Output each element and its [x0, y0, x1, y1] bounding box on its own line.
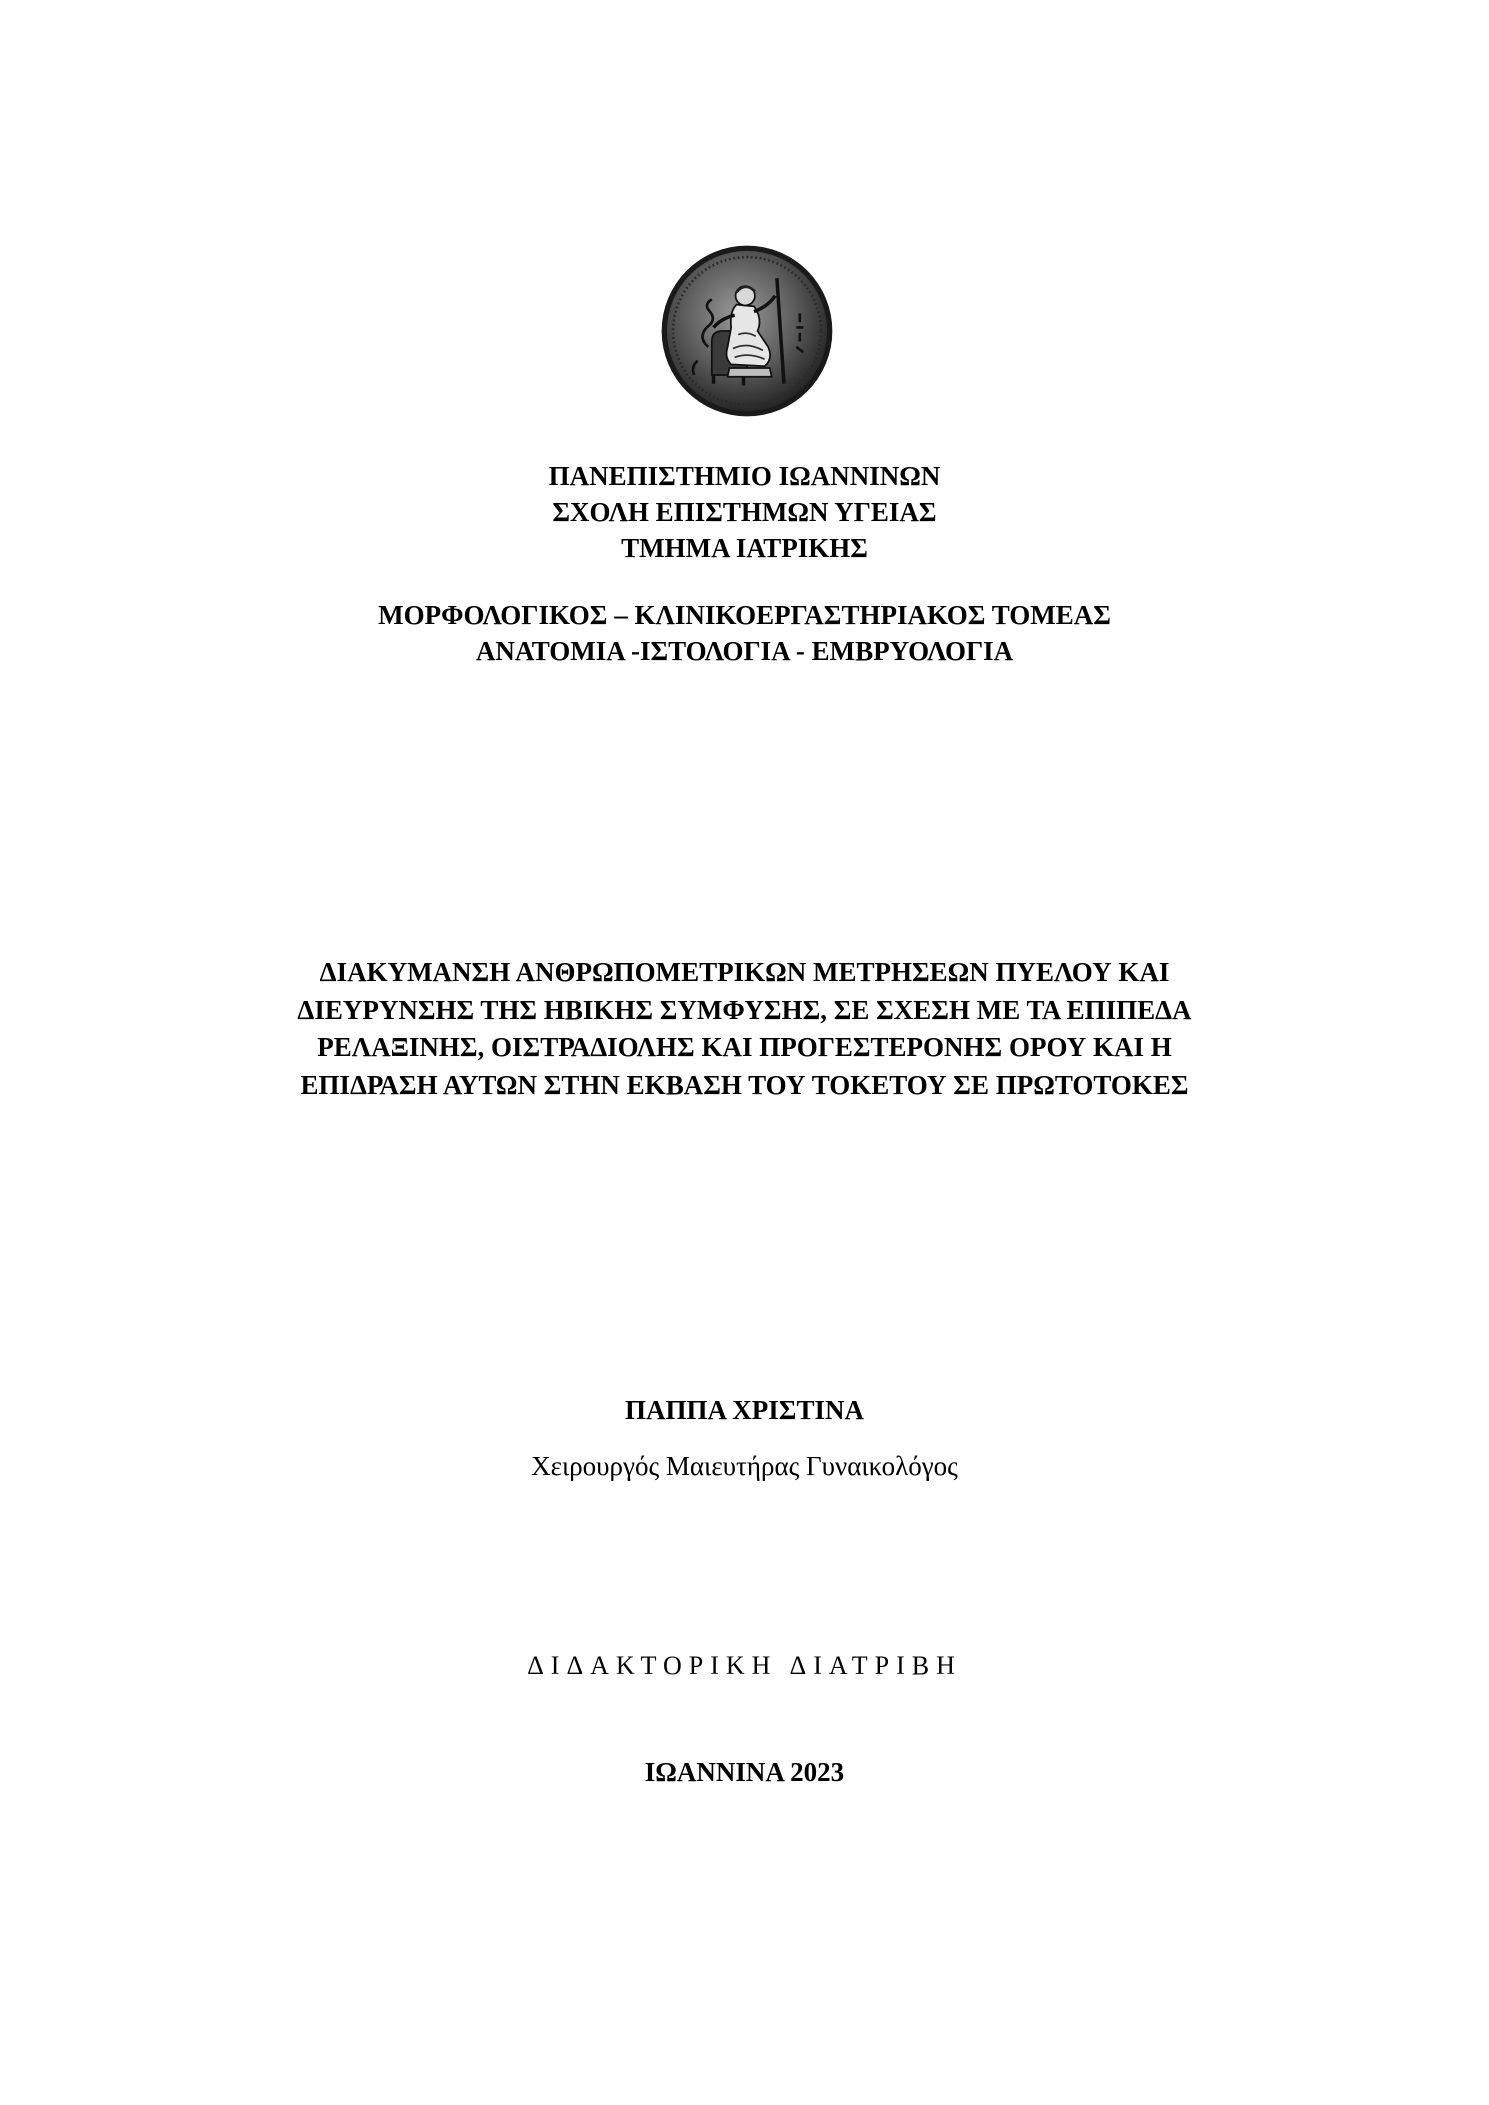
thesis-title-line: ΡΕΛΑΞΙΝΗΣ, ΟΙΣΤΡΑΔΙΟΛΗΣ ΚΑΙ ΠΡΟΓΕΣΤΕΡΟΝΗΣ ΟΡΟΥ ΚΑΙ Η: [317, 1032, 1172, 1062]
laboratory-name: ΑΝΑΤΟΜΙΑ -ΙΣΤΟΛΟΓΙΑ - ΕΜΒΡΥΟΛΟΓΙΑ: [475, 636, 1014, 666]
department-name: ΤΜΗΜΑ ΙΑΤΡΙΚΗΣ: [621, 533, 868, 563]
university-seal-coin-icon: [659, 243, 835, 419]
thesis-title-line: ΕΠΙΔΡΑΣΗ ΑΥΤΩΝ ΣΤΗΝ ΕΚΒΑΣΗ ΤΟΥ ΤΟΚΕΤΟΥ ΣΕ ΠΡΩΤΟΤΟΚΕΣ: [300, 1069, 1189, 1100]
school-name: ΣΧΟΛΗ ΕΠΙΣΤΗΜΩΝ ΥΓΕΙΑΣ: [552, 497, 937, 527]
sector-heading: [0, 597, 1489, 669]
university-name: ΠΑΝΕΠΙΣΤΗΜΙΟ ΙΩΑΝΝΙΝΩΝ: [548, 461, 941, 491]
thesis-title: [0, 954, 1489, 1104]
author-block: [0, 1392, 1489, 1484]
place-and-year: ΙΩΑΝΝΙΝΑ 2023: [644, 1757, 845, 1787]
sector-name: ΜΟΡΦΟΛΟΓΙΚΟΣ – ΚΛΙΝΙΚΟΕΡΓΑΣΤΗΡΙΑΚΟΣ ΤΟΜΕΑΣ: [378, 600, 1111, 630]
institution-heading: [0, 458, 1489, 566]
thesis-title-line: ΔΙΕΥΡΥΝΣΗΣ ΤΗΣ ΗΒΙΚΗΣ ΣΥΜΦΥΣΗΣ, ΣΕ ΣΧΕΣΗ ΜΕ ΤΑ ΕΠΙΠΕΔΑ: [297, 994, 1192, 1025]
author-name: ΠΑΠΠΑ ΧΡΙΣΤΙΝΑ: [625, 1395, 864, 1425]
thesis-type: ΔΙΔΑΚΤΟΡΙΚΗ ΔΙΑΤΡΙΒΗ: [527, 1651, 962, 1680]
thesis-title-line: ΔΙΑΚΥΜΑΝΣΗ ΑΝΘΡΩΠΟΜΕΤΡΙΚΩΝ ΜΕΤΡΗΣΕΩΝ ΠΥΕΛΟΥ ΚΑΙ: [319, 957, 1170, 987]
author-role: Χειρουργός Μαιευτήρας Γυναικολόγος: [531, 1451, 958, 1481]
